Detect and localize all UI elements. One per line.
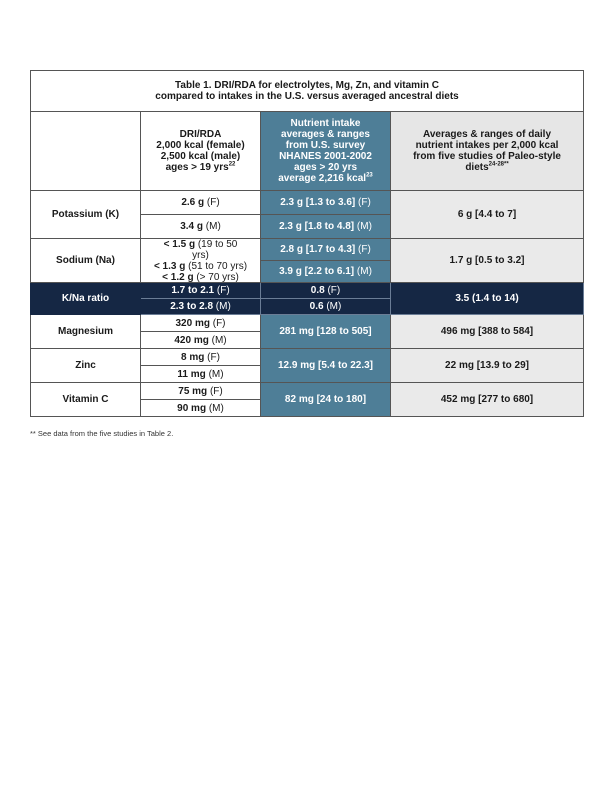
sodium-nhanes-m: 3.9 g [2.2 to 6.1] (M) xyxy=(261,261,391,283)
table-title-line-1: Table 1. DRI/RDA for electrolytes, Mg, Zn, and vitamin C xyxy=(175,80,439,91)
vitc-dri-f: 75 mg (F) xyxy=(141,383,261,400)
header-paleo-line: from five studies of Paleo-style xyxy=(413,151,561,162)
row-label-vitamin-c: Vitamin C xyxy=(31,383,141,417)
header-nhanes-line: from U.S. survey xyxy=(285,140,366,151)
table-title-row xyxy=(31,71,584,112)
kna-dri-f: 1.7 to 2.1 (F) xyxy=(141,283,261,299)
header-dri-line: 2,000 kcal (female) xyxy=(156,140,245,151)
header-paleo-line: diets$^{24-28**}$ xyxy=(465,161,509,173)
table-row xyxy=(31,283,584,299)
kna-nhanes-m: 0.6 (M) xyxy=(261,299,391,315)
magnesium-nhanes: 281 mg [128 to 505] xyxy=(261,315,391,349)
header-dri-line: DRI/RDA xyxy=(179,129,222,140)
header-nhanes-line: average 2,216 kcal$^{23}$ xyxy=(278,172,373,184)
row-label-magnesium: Magnesium xyxy=(31,315,141,349)
table-title xyxy=(31,71,584,112)
kna-paleo: 3.5 (1.4 to 14) xyxy=(391,283,584,315)
row-label-kna: K/Na ratio xyxy=(31,283,141,315)
header-nhanes-line: Nutrient intake xyxy=(290,118,361,129)
magnesium-paleo: 496 mg [388 to 584] xyxy=(391,315,584,349)
table-row xyxy=(31,315,584,332)
magnesium-dri-m: 420 mg (M) xyxy=(141,332,261,349)
dri-comparison-table xyxy=(30,70,584,417)
potassium-paleo: 6 g [4.4 to 7] xyxy=(391,191,584,239)
table-title-line-2: compared to intakes in the U.S. versus averaged ancestral diets xyxy=(155,91,459,102)
zinc-paleo: 22 mg [13.9 to 29] xyxy=(391,349,584,383)
table-row xyxy=(31,349,584,366)
header-dri-line: ages > 19 yrs$^{22}$ xyxy=(165,161,236,173)
header-dri-line: 2,500 kcal (male) xyxy=(160,151,241,162)
potassium-dri-f: 2.6 g (F) xyxy=(141,191,261,215)
sodium-paleo: 1.7 g [0.5 to 3.2] xyxy=(391,239,584,283)
potassium-nhanes-m: 2.3 g [1.8 to 4.8] (M) xyxy=(261,215,391,239)
header-empty-cell xyxy=(31,112,141,191)
potassium-nhanes-f: 2.3 g [1.3 to 3.6] (F) xyxy=(261,191,391,215)
magnesium-dri-f: 320 mg (F) xyxy=(141,315,261,332)
header-nhanes-line: averages & ranges xyxy=(281,129,370,140)
row-label-zinc: Zinc xyxy=(31,349,141,383)
vitc-nhanes: 82 mg [24 to 180] xyxy=(261,383,391,417)
vitc-paleo: 452 mg [277 to 680] xyxy=(391,383,584,417)
table-footnote: ** See data from the five studies in Table 2. xyxy=(30,429,174,438)
kna-dri-m: 2.3 to 2.8 (M) xyxy=(141,299,261,315)
header-nhanes-line: ages > 20 yrs xyxy=(293,162,358,173)
zinc-dri-f: 8 mg (F) xyxy=(141,349,261,366)
zinc-dri-m: 11 mg (M) xyxy=(141,366,261,383)
table-row xyxy=(31,239,584,261)
table-row xyxy=(31,191,584,215)
zinc-nhanes: 12.9 mg [5.4 to 22.3] xyxy=(261,349,391,383)
header-dri-ref: 22 xyxy=(228,161,236,168)
header-nhanes xyxy=(261,112,391,191)
sodium-nhanes-f: 2.8 g [1.7 to 4.3] (F) xyxy=(261,239,391,261)
header-paleo xyxy=(391,112,584,191)
sodium-dri: < 1.5 g (19 to 50 yrs) < 1.3 g (51 to 70 yrs) < 1.2 g (> 70 yrs) xyxy=(141,239,261,283)
row-label-sodium: Sodium (Na) xyxy=(31,239,141,283)
table-row xyxy=(31,383,584,400)
header-paleo-line: nutrient intakes per 2,000 kcal xyxy=(415,140,559,151)
header-nhanes-ref: 23 xyxy=(366,172,373,179)
potassium-dri-m: 3.4 g (M) xyxy=(141,215,261,239)
header-paleo-line: Averages & ranges of daily xyxy=(423,129,552,140)
header-paleo-ref: 24-28** xyxy=(488,161,509,168)
kna-nhanes-f: 0.8 (F) xyxy=(261,283,391,299)
header-dri xyxy=(141,112,261,191)
row-label-potassium: Potassium (K) xyxy=(31,191,141,239)
header-nhanes-line: NHANES 2001-2002 xyxy=(279,151,372,162)
header-row xyxy=(31,112,584,191)
vitc-dri-m: 90 mg (M) xyxy=(141,400,261,417)
